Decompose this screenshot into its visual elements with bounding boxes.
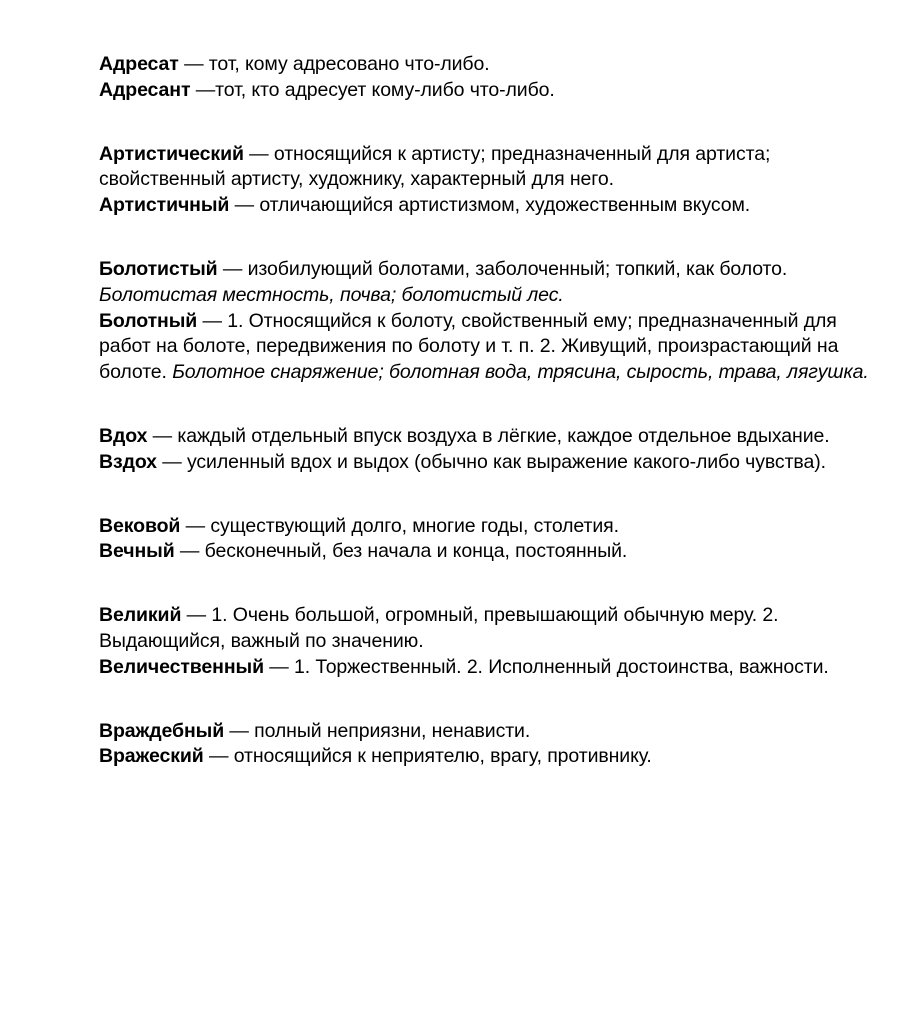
dictionary-entry xyxy=(99,424,879,450)
dictionary-entry xyxy=(99,257,879,309)
entry-term: Великий xyxy=(99,604,182,627)
dictionary-entry xyxy=(99,52,879,78)
entry-term: Артистический xyxy=(99,142,244,165)
entry-definition: — относящийся к неприятелю, врагу, противнику. xyxy=(203,745,652,768)
dictionary-entry xyxy=(99,142,879,194)
dictionary-entry xyxy=(99,450,879,476)
entry-definition: — изобилующий болотами, заболоченный; топкий, как болото. xyxy=(217,257,788,280)
dictionary-entry xyxy=(99,78,879,104)
dictionary-entry xyxy=(99,309,879,386)
dictionary-entry xyxy=(99,539,879,565)
entry-term: Адресат xyxy=(99,53,179,75)
entry-term: Вечный xyxy=(99,540,175,563)
entry-definition: — бесконечный, без начала и конца, постоянный. xyxy=(174,540,628,563)
entry-definition: — 1. Торжественный. 2. Исполненный достоинства, важности. xyxy=(263,655,829,678)
entry-definition: — 1. Относящийся к болоту, свойственный ему; предназначенный для работ на болоте, передвижения по болоту и т. п. 2. Живущий, произрастающий на болоте. xyxy=(99,309,839,384)
entry-definition: — отличающийся артистизмом, художественным вкусом. xyxy=(229,194,751,217)
word-pair-group xyxy=(99,257,879,386)
dictionary-entry xyxy=(99,655,879,681)
word-pair-group xyxy=(99,52,879,104)
entry-example: Болотное снаряжение; болотная вода, трясина, сырость, трава, лягушка. xyxy=(172,361,869,384)
word-pair-group xyxy=(99,719,879,771)
entry-definition: — существующий долго, многие годы, столетия. xyxy=(180,514,619,537)
word-pair-group xyxy=(99,424,879,476)
dictionary-entry xyxy=(99,719,879,745)
entry-definition: — тот, кому адресовано что-либо. xyxy=(178,53,490,75)
dictionary-entry xyxy=(99,603,879,655)
entry-term: Вдох xyxy=(99,424,148,447)
entry-term: Враждебный xyxy=(99,719,225,742)
word-pair-group xyxy=(99,142,879,219)
entry-term: Величественный xyxy=(99,655,264,678)
entry-term: Артистичный xyxy=(99,194,230,217)
dictionary-entry xyxy=(99,744,879,770)
entry-definition: — полный неприязни, ненависти. xyxy=(224,719,531,742)
document-page xyxy=(99,52,879,770)
entry-term: Болотистый xyxy=(99,257,218,280)
entry-definition: — 1. Очень большой, огромный, превышающий обычную меру. 2. Выдающийся, важный по значению. xyxy=(99,604,779,652)
entry-term: Вздох xyxy=(99,450,157,473)
entry-definition: —тот, кто адресует кому-либо что-либо. xyxy=(190,78,555,101)
word-pair-group xyxy=(99,603,879,680)
entry-definition: — относящийся к артисту; предназначенный для артиста; свойственный артисту, художнику, характерный для него. xyxy=(99,142,771,191)
dictionary-entry xyxy=(99,193,879,219)
entry-term: Вражеский xyxy=(99,745,204,768)
dictionary-entry xyxy=(99,514,879,540)
entry-definition: — каждый отдельный впуск воздуха в лёгкие, каждое отдельное вдыхание. xyxy=(147,424,830,447)
entry-term: Болотный xyxy=(99,309,198,332)
entry-definition: — усиленный вдох и выдох (обычно как выражение какого-либо чувства). xyxy=(156,450,826,473)
entry-term: Адресант xyxy=(99,78,191,101)
word-pair-group xyxy=(99,514,879,566)
entry-example: Болотистая местность, почва; болотистый лес. xyxy=(99,283,564,306)
entry-term: Вековой xyxy=(99,514,181,537)
